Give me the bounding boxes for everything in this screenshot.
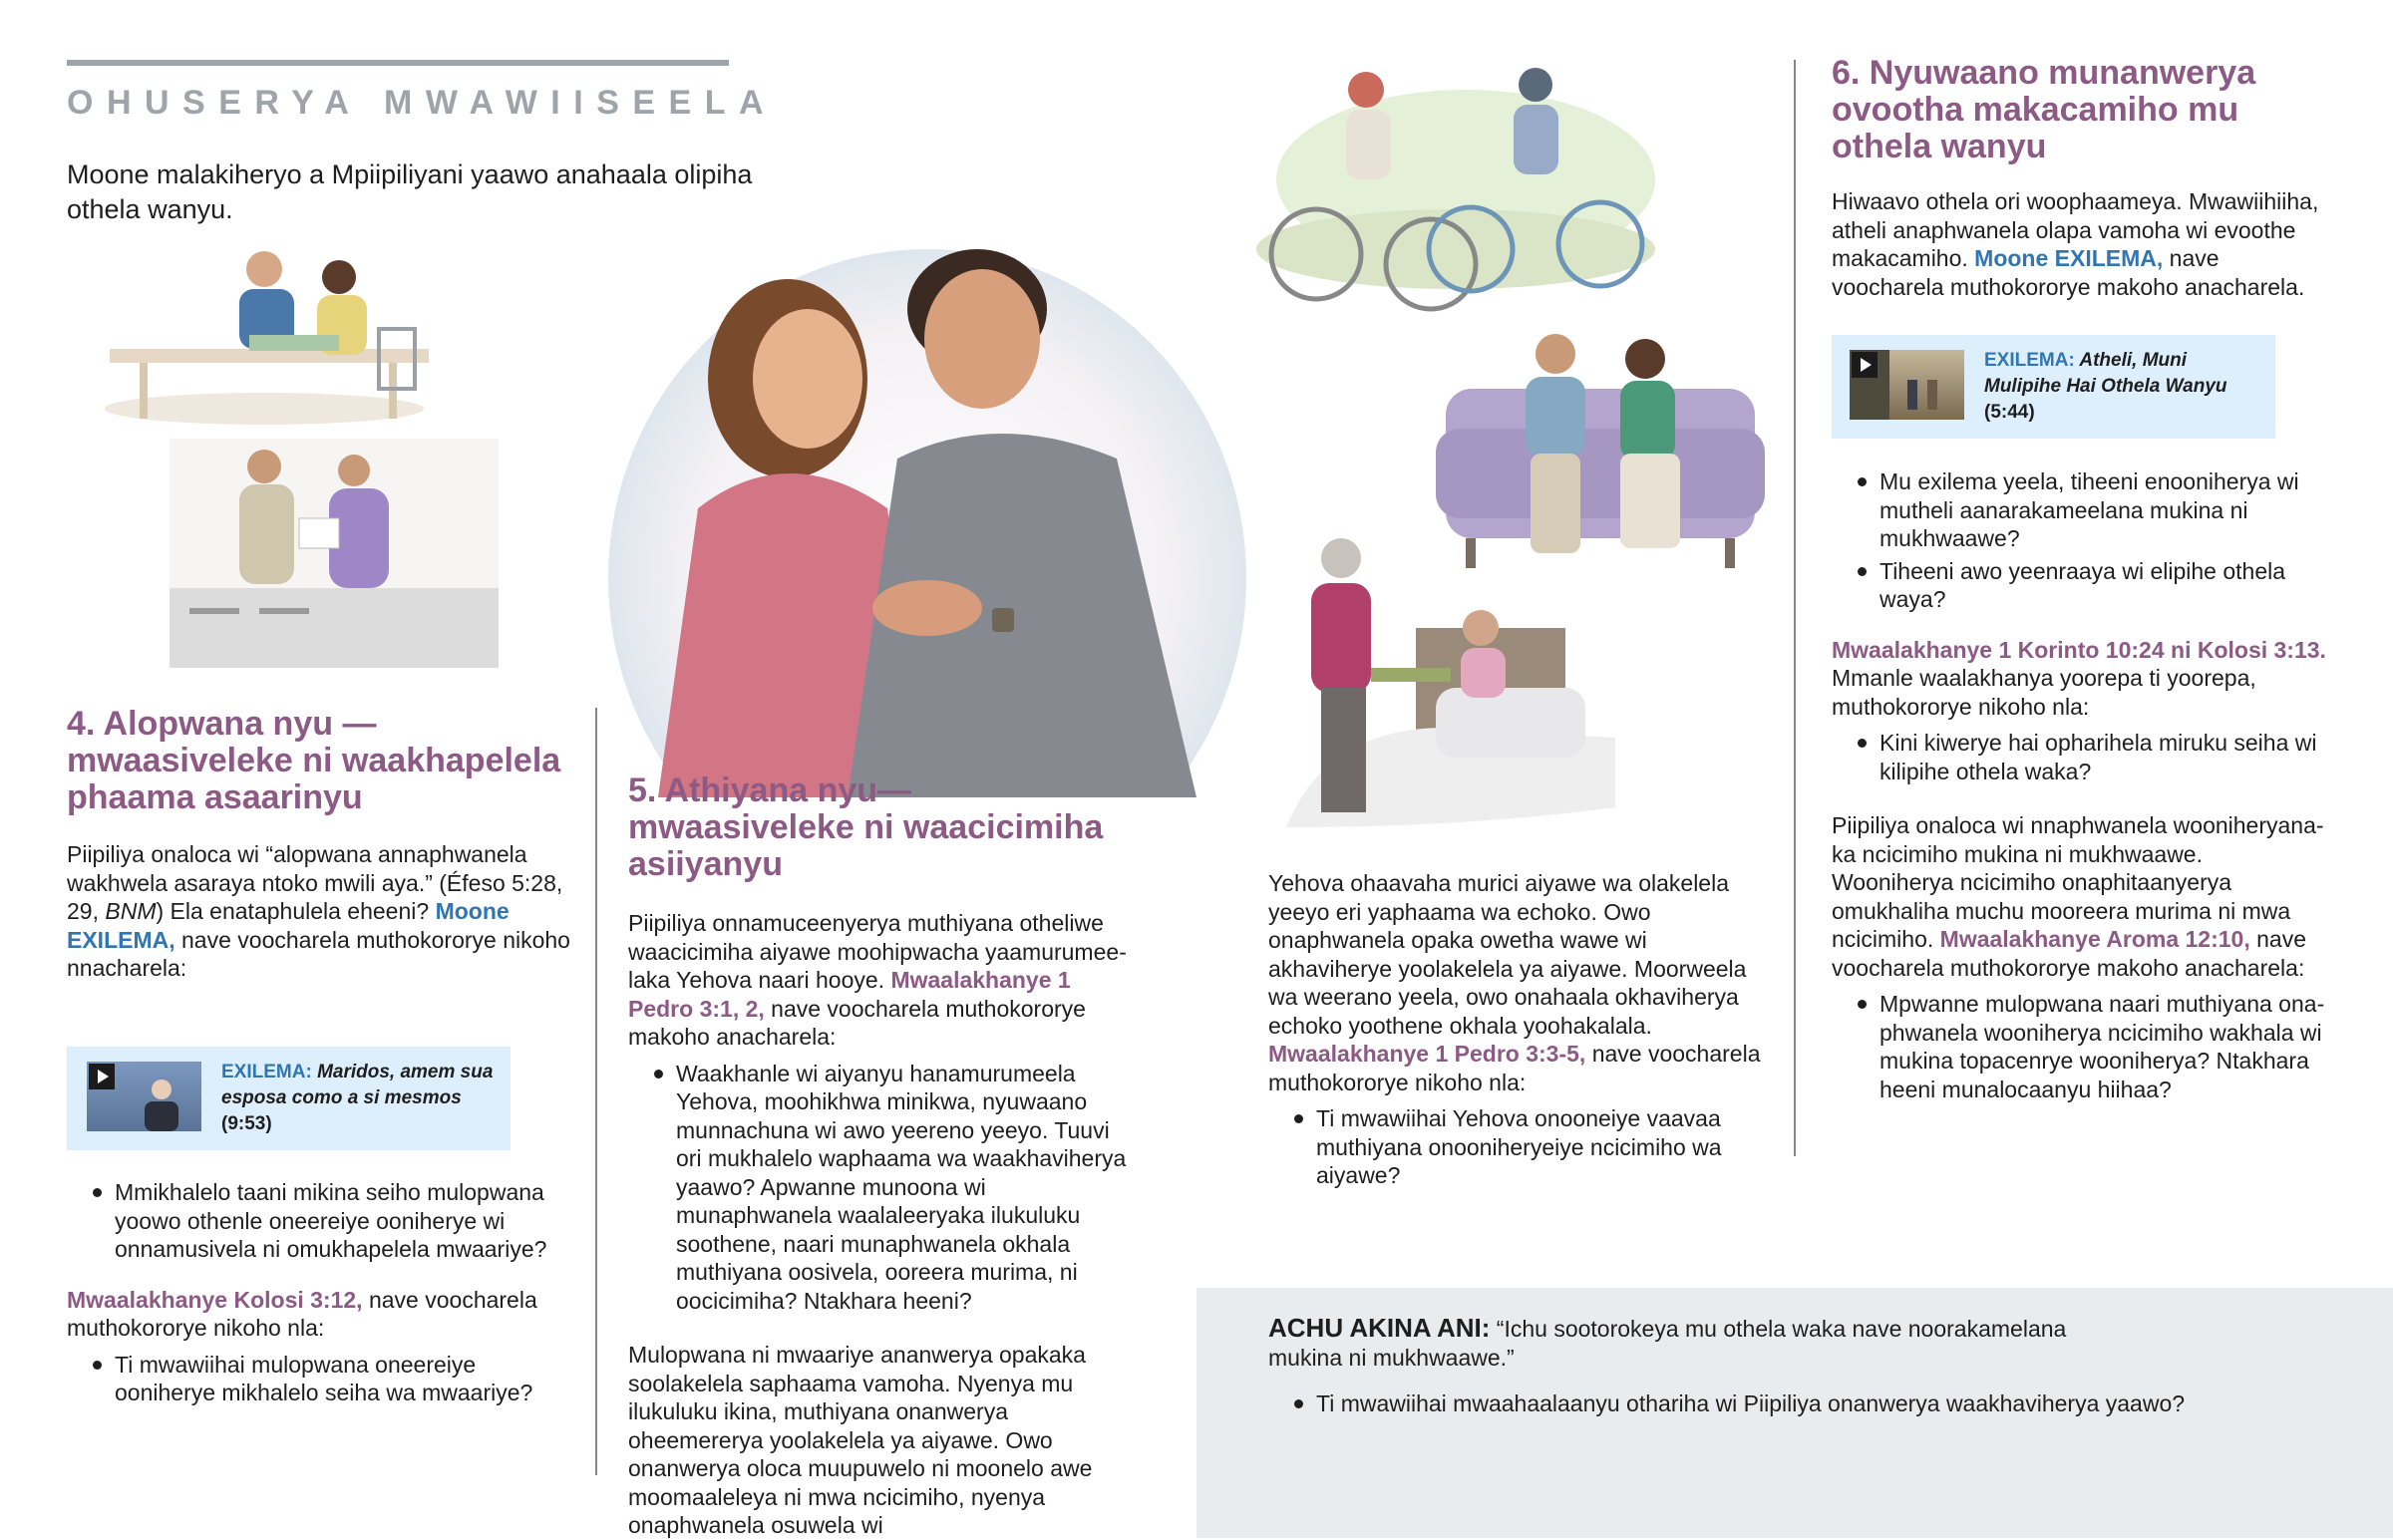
text-run: Hiwaavo othela ori woophaameya. Mwawiihiiha, atheli anaphwanela olapa vamoha wi evoothe makacamiho. [1832,188,2319,271]
column-divider [595,708,597,1475]
watch-video-link[interactable]: Moone EXILEMA, [1974,245,2164,271]
question-list [628,1060,1127,1316]
question-list [1832,729,2330,785]
section-6-heading: 6. Nyuwaano munanwerya ovootha makacamiho mu othela wanyu [1832,54,2256,165]
section-5-continuation [1268,869,1767,1190]
question-list [1268,1389,2265,1418]
intro-text: Moone malakiheryo a Mpiipiliyani yaawo anahaala olipiha othela wanyu. [67,159,753,224]
question-list [1268,1104,1767,1190]
text-run: nave voocharela muthokororye makoho anacharela: [628,995,1086,1050]
continuation-paragraph [1268,869,1767,1096]
question-item: Tiheeni awo yeenraaya wi elipihe othela waya? [1832,557,2330,614]
video-card[interactable] [67,1047,511,1150]
video-duration: (5:44) [1984,402,2035,423]
section-4-heading: 4. Alopwana nyu —mwaasiveleke ni waakhapelela phaama asaarinyu [67,705,561,816]
text-run: Piipiliya onnamuceenyerya muthiyana otheliwe waacicimiha aiyawe moohipwacha yaamurumeelaka Yehova naari hooye. [628,910,1127,993]
text-run: Yehova ohaavaha murici aiyawe wa olakelela yeeyo eri yaphaama wa echoko. Owo onaphwanela opaka owetha wawe wi akhaviherye yoolakelela ya aiyawe. Moorweela wa weerano yeela, owo onahaala okhaviherya echoko yoothene okhala yoohakalala. [1268,870,1747,1039]
question-item: Kini kiwerye hai opharihela miruku seiha wi kilipihe othela waka? [1832,729,2330,785]
footer-box [1196,1288,2393,1538]
column-divider [1794,60,1796,1156]
question-list [67,1351,575,1407]
section-6-paragraph-3 [1832,811,2330,982]
text-run: nave voocharela muthokororye nikoho nnacharela: [67,926,570,981]
question-list [67,1178,575,1264]
text-run: Piipiliya onaloca wi “alopwana annaphwanela wakhwela asaraya ntoko mwili aya.” (Éfeso 5:28, 29, [67,841,563,924]
question-item: Mmikhalelo taani mikina seiho mulopwana yoowo othenle oneereiye ooniherye wi onnamusivela ni omukhapelela mwaariye? [67,1178,575,1264]
kitchen-couple-illustration [170,439,499,668]
cycling-couple-illustration [1256,60,1655,329]
couple-studying-illustration [100,239,429,429]
video-caption [1984,348,2263,426]
section-6-continued [1832,467,2330,1103]
page-title: OHUSERYA MWAWIISEELA [67,84,778,122]
question-item: Ti mwawiihai mwaahaalaanyu othariha wi Piipiliya onanwerya waakhaviherya yaawo? [1268,1389,2265,1418]
text-run: Mmanle waalakhanya yoorepa ti yoorepa, muthokororye nikoho nla: [1832,665,2256,720]
scripture-reference[interactable]: Mwaalakhanye Aroma 12:10, [1939,926,2250,952]
question-list [1832,467,2330,614]
video-caption [221,1060,501,1137]
video-title: Atheli, Muni Mulipihe Hai Othela Wanyu [1984,350,2227,397]
section-6 [1832,55,2330,301]
reading-instruction [1832,636,2330,722]
section-4-paragraph [67,840,575,983]
video-label: EXILEMA: [221,1062,312,1082]
text-run: BNM [105,898,157,924]
section-5-paragraph-2: Mulopwana ni mwaariye ananwerya opakaka soolakelela saphaama vamoha. Nyenya mu ilukuluku ikina, muthiyana onanwerya oheemererya yoolakelela ya aiyawe. Owo onanwerya oloca muupuwelo ni moonelo awe moomaaleleya ni mwa ncicimiho, nyenya onaphwanela osuwela wi [628,1342,1093,1538]
text-run: Piipiliya onaloca wi nnaphwanela wooniheryanaka ncicimiho mukina ni mukhwaawe. Wooniherya ncicimiho onaphitaanyerya omukhaliha muchu mooreera murima ni mwa ncicimiho. [1832,812,2324,952]
scripture-reference[interactable]: Mwaalakhanye 1 Pedro 3:3-5, [1268,1041,1586,1067]
play-icon[interactable] [89,1064,115,1089]
section-4 [67,706,575,983]
scripture-reference[interactable]: Mwaalakhanye 1 Korinto 10:24 ni Kolosi 3:13. [1832,636,2326,663]
question-item: Waakhanle wi aiyanyu hanamurumeela Yehova, moohikhwa minikwa, nyuwaano munnachuna wi awo yeereno yeeyo. Tuuvi ori mukhalelo waphaama wa waakhaviherya yaawo? Apwanne munoona wi munaphwanela waalaleeryaka ilukuluku soothene, naari munaphwanela okhala muthiyana oosivela, ooreera murima, ni oocicimiha? Ntakhara heeni? [628,1060,1127,1316]
section-5 [628,772,1127,1540]
reading-instruction [67,1286,575,1343]
play-icon[interactable] [1852,352,1878,378]
section-5-heading: 5. Athiyana nyu—mwaasiveleke ni waacicimiha asiiyanyu [628,771,1104,883]
watch-video-link[interactable]: Moone EXILEMA, [67,898,510,953]
text-run: nave voocharela muthokororye makoho anacharela. [1832,245,2305,300]
couple-holding-hands-illustration [598,189,1256,797]
video-thumbnail[interactable] [87,1062,201,1131]
footer-text [1268,1314,2106,1372]
question-item: Mpwanne mulopwana naari muthiyana onaphwanela wooniherya ncicimiho wakhala wi mukina topacenrye wooniherya? Ntakhara heeni munalocaanyu hiihaa? [1832,990,2330,1103]
footer-label: ACHU AKINA ANI: [1268,1313,1491,1343]
header-rule [67,60,729,66]
section-6-paragraph [1832,187,2330,301]
text-run: nave voocharela muthokororye nikoho nla: [1268,1041,1761,1095]
section-5-paragraph [628,909,1127,1052]
text-run: nave voocharela muthokororye nikoho nla: [67,1286,537,1341]
video-card[interactable] [1832,335,2275,439]
question-item: Mu exilema yeela, tiheeni enooniherya wi mutheli aanarakameelana mukina ni mukhwaawe? [1832,467,2330,553]
question-item: Ti mwawiihai mulopwana oneereiye ooniherye mikhalelo seiha wa mwaariye? [67,1351,575,1407]
caring-for-wife-illustration [1266,528,1615,837]
video-duration: (9:53) [221,1113,272,1134]
question-item: Ti mwawiihai Yehova onooneiye vaavaa muthiyana onooniheryeiye ncicimiho wa aiyawe? [1268,1104,1767,1190]
text-run: nave voocharela muthokororye makoho anacharela: [1832,926,2306,981]
video-thumbnail[interactable] [1850,350,1964,420]
scripture-reference[interactable]: Mwaalakhanye 1 Pedro 3:1, 2, [628,967,1071,1022]
section-4-continued [67,1178,575,1407]
text-run: ) Ela enataphulela eheeni? [156,898,436,924]
footer-quote: “Ichu sootorokeya mu othela waka nave noorakamelana mukina ni mukhwaawe.” [1268,1316,2067,1371]
question-list [1832,990,2330,1103]
video-label: EXILEMA: [1984,350,2075,371]
video-title: Maridos, amem sua esposa como a si mesmos [221,1062,494,1108]
scripture-reference[interactable]: Mwaalakhanye Kolosi 3:12, [67,1286,363,1313]
